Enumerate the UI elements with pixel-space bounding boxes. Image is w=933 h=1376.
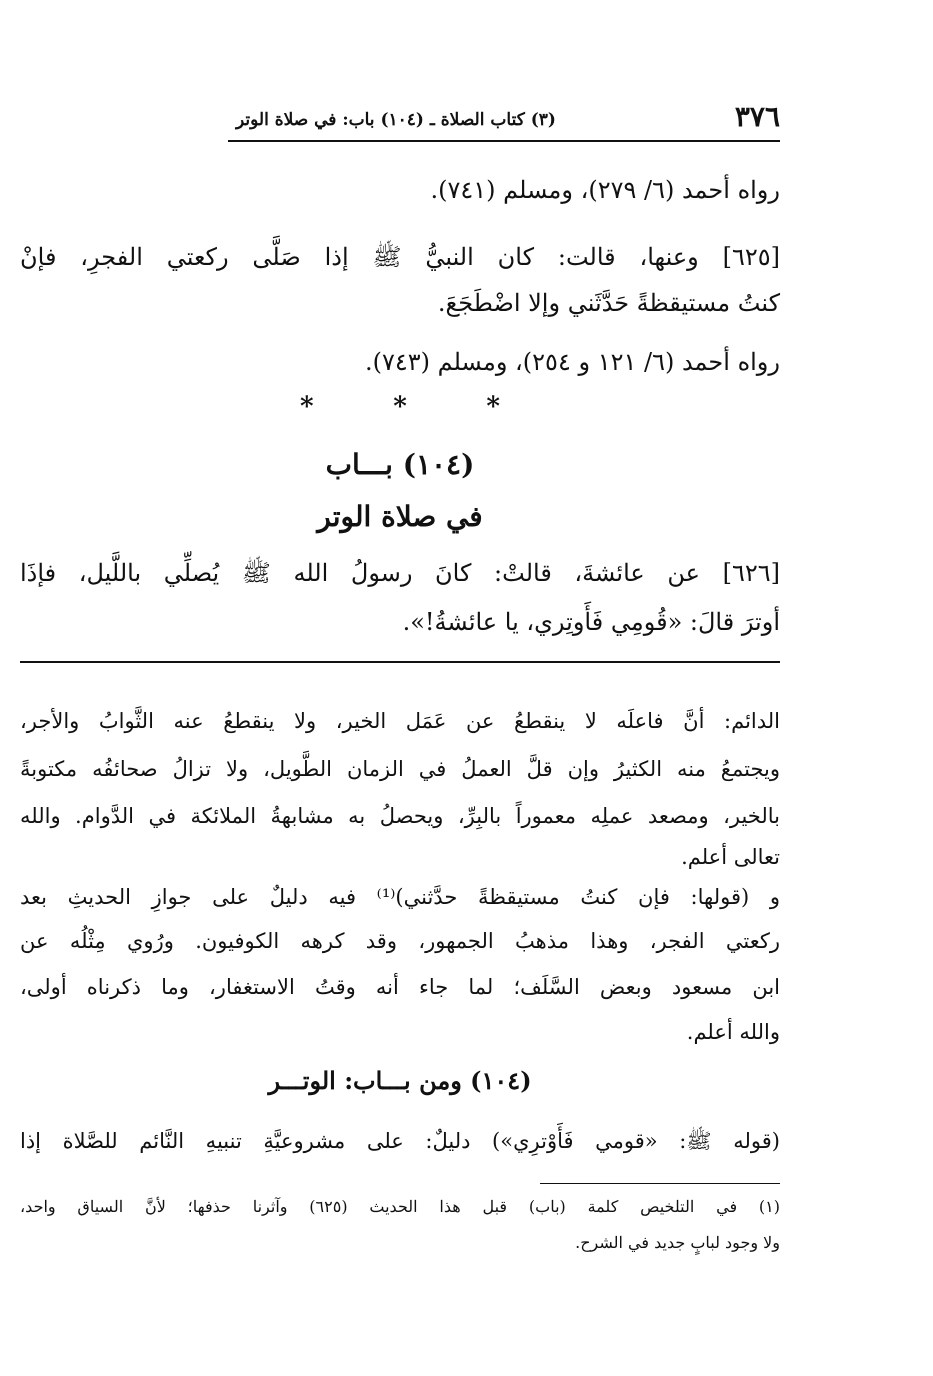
commentary-p2-line: والله أعلم. bbox=[686, 1020, 780, 1044]
commentary-p2-line: و (قولها: فإن كنتُ مستيقظةً حدَّثني)⁽¹⁾ فيه دليلٌ على جوازِ الحديثِ بعد bbox=[20, 885, 780, 909]
commentary-p3-line: (قوله ﷺ: «قومي فَأَوْترِي») دليلٌ: على مشروعيَّةِ تنبيهِ النَّائم للصَّلاة إذا bbox=[20, 1129, 780, 1153]
commentary-divider bbox=[20, 661, 780, 663]
hadith-626-line1: [٦٢٦] عن عائشةَ، قالتْ: كانَ رسولُ الله ﷺ يُصلِّي باللَّيل، فإذَا bbox=[20, 559, 780, 587]
header-rule bbox=[228, 140, 780, 142]
hadith-625-source: رواه أحمد (٦/ ١٢١ و ٢٥٤)، ومسلم (٧٤٣). bbox=[364, 348, 780, 376]
star-glyph: * bbox=[393, 392, 407, 422]
hadith-626-line2: أوترَ قالَ: «قُومِي فَأَوتِري، يا عائشةُ!». bbox=[402, 608, 780, 636]
hadith-625-line1: [٦٢٥] وعنها، قالت: كان النبيُّ ﷺ إذا صَلَّى ركعتي الفجرِ، فإنْ bbox=[20, 243, 780, 271]
page-number: ٣٧٦ bbox=[734, 100, 780, 133]
running-head: (٣) كتاب الصلاة ـ (١٠٤) باب: في صلاة الوتر bbox=[236, 110, 556, 130]
hadith-624-source: رواه أحمد (٦/ ٢٧٩)، ومسلم (٧٤١). bbox=[430, 176, 780, 204]
commentary-p1-line: تعالى أعلم. bbox=[681, 845, 780, 869]
footnote-line: (١) في التلخيص كلمة (باب) قبل هذا الحديث (٦٢٥) وآثرنا حذفها؛ لأنَّ السياق واحد، bbox=[20, 1197, 781, 1216]
commentary-p1-line: ويجتمعُ منه الكثيرُ وإن قلَّ العملُ في الزمان الطَّويل، ولا تزالُ صحائفُه مكتوبةً bbox=[20, 757, 780, 781]
chapter-title: (١٠٤) بـــاب bbox=[325, 448, 475, 481]
footnote-rule bbox=[540, 1183, 780, 1184]
commentary-p1-line: بالخير، ومصعد عملِه معموراً بالبِرِّ، ويحصلُ به مشابهةُ الملائكة في الدَّوام. والله bbox=[20, 804, 780, 828]
commentary-p2-line: ابن مسعود وبعض السَّلَف؛ لما جاء أنه وقتُ الاستغفار، وما ذكرناه أولى، bbox=[20, 975, 780, 999]
section-divider-stars bbox=[300, 392, 500, 422]
star-glyph: * bbox=[300, 392, 314, 422]
commentary-p1-line: الدائم: أنَّ فاعلَه لا ينقطعُ عن عَمَل الخير، ولا ينقطعُ عنه الثَّوابُ والأجر، bbox=[20, 709, 780, 733]
page-header bbox=[228, 98, 780, 138]
commentary-section-title: (١٠٤) ومن بـــاب: الوتـــر bbox=[268, 1066, 532, 1095]
commentary-p2-line: ركعتي الفجر، وهذا مذهبُ الجمهور، وقد كرهه الكوفيون. ورُوي مِثْلُه عن bbox=[20, 929, 780, 953]
footnote-line: ولا وجود لبابٍ جديد في الشرح. bbox=[575, 1233, 780, 1252]
chapter-subtitle: في صلاة الوتر bbox=[317, 500, 483, 533]
hadith-625-line2: كنتُ مستيقظةً حَدَّثَني وإلا اضْطَجَعَ. bbox=[437, 289, 780, 317]
star-glyph: * bbox=[486, 392, 500, 422]
